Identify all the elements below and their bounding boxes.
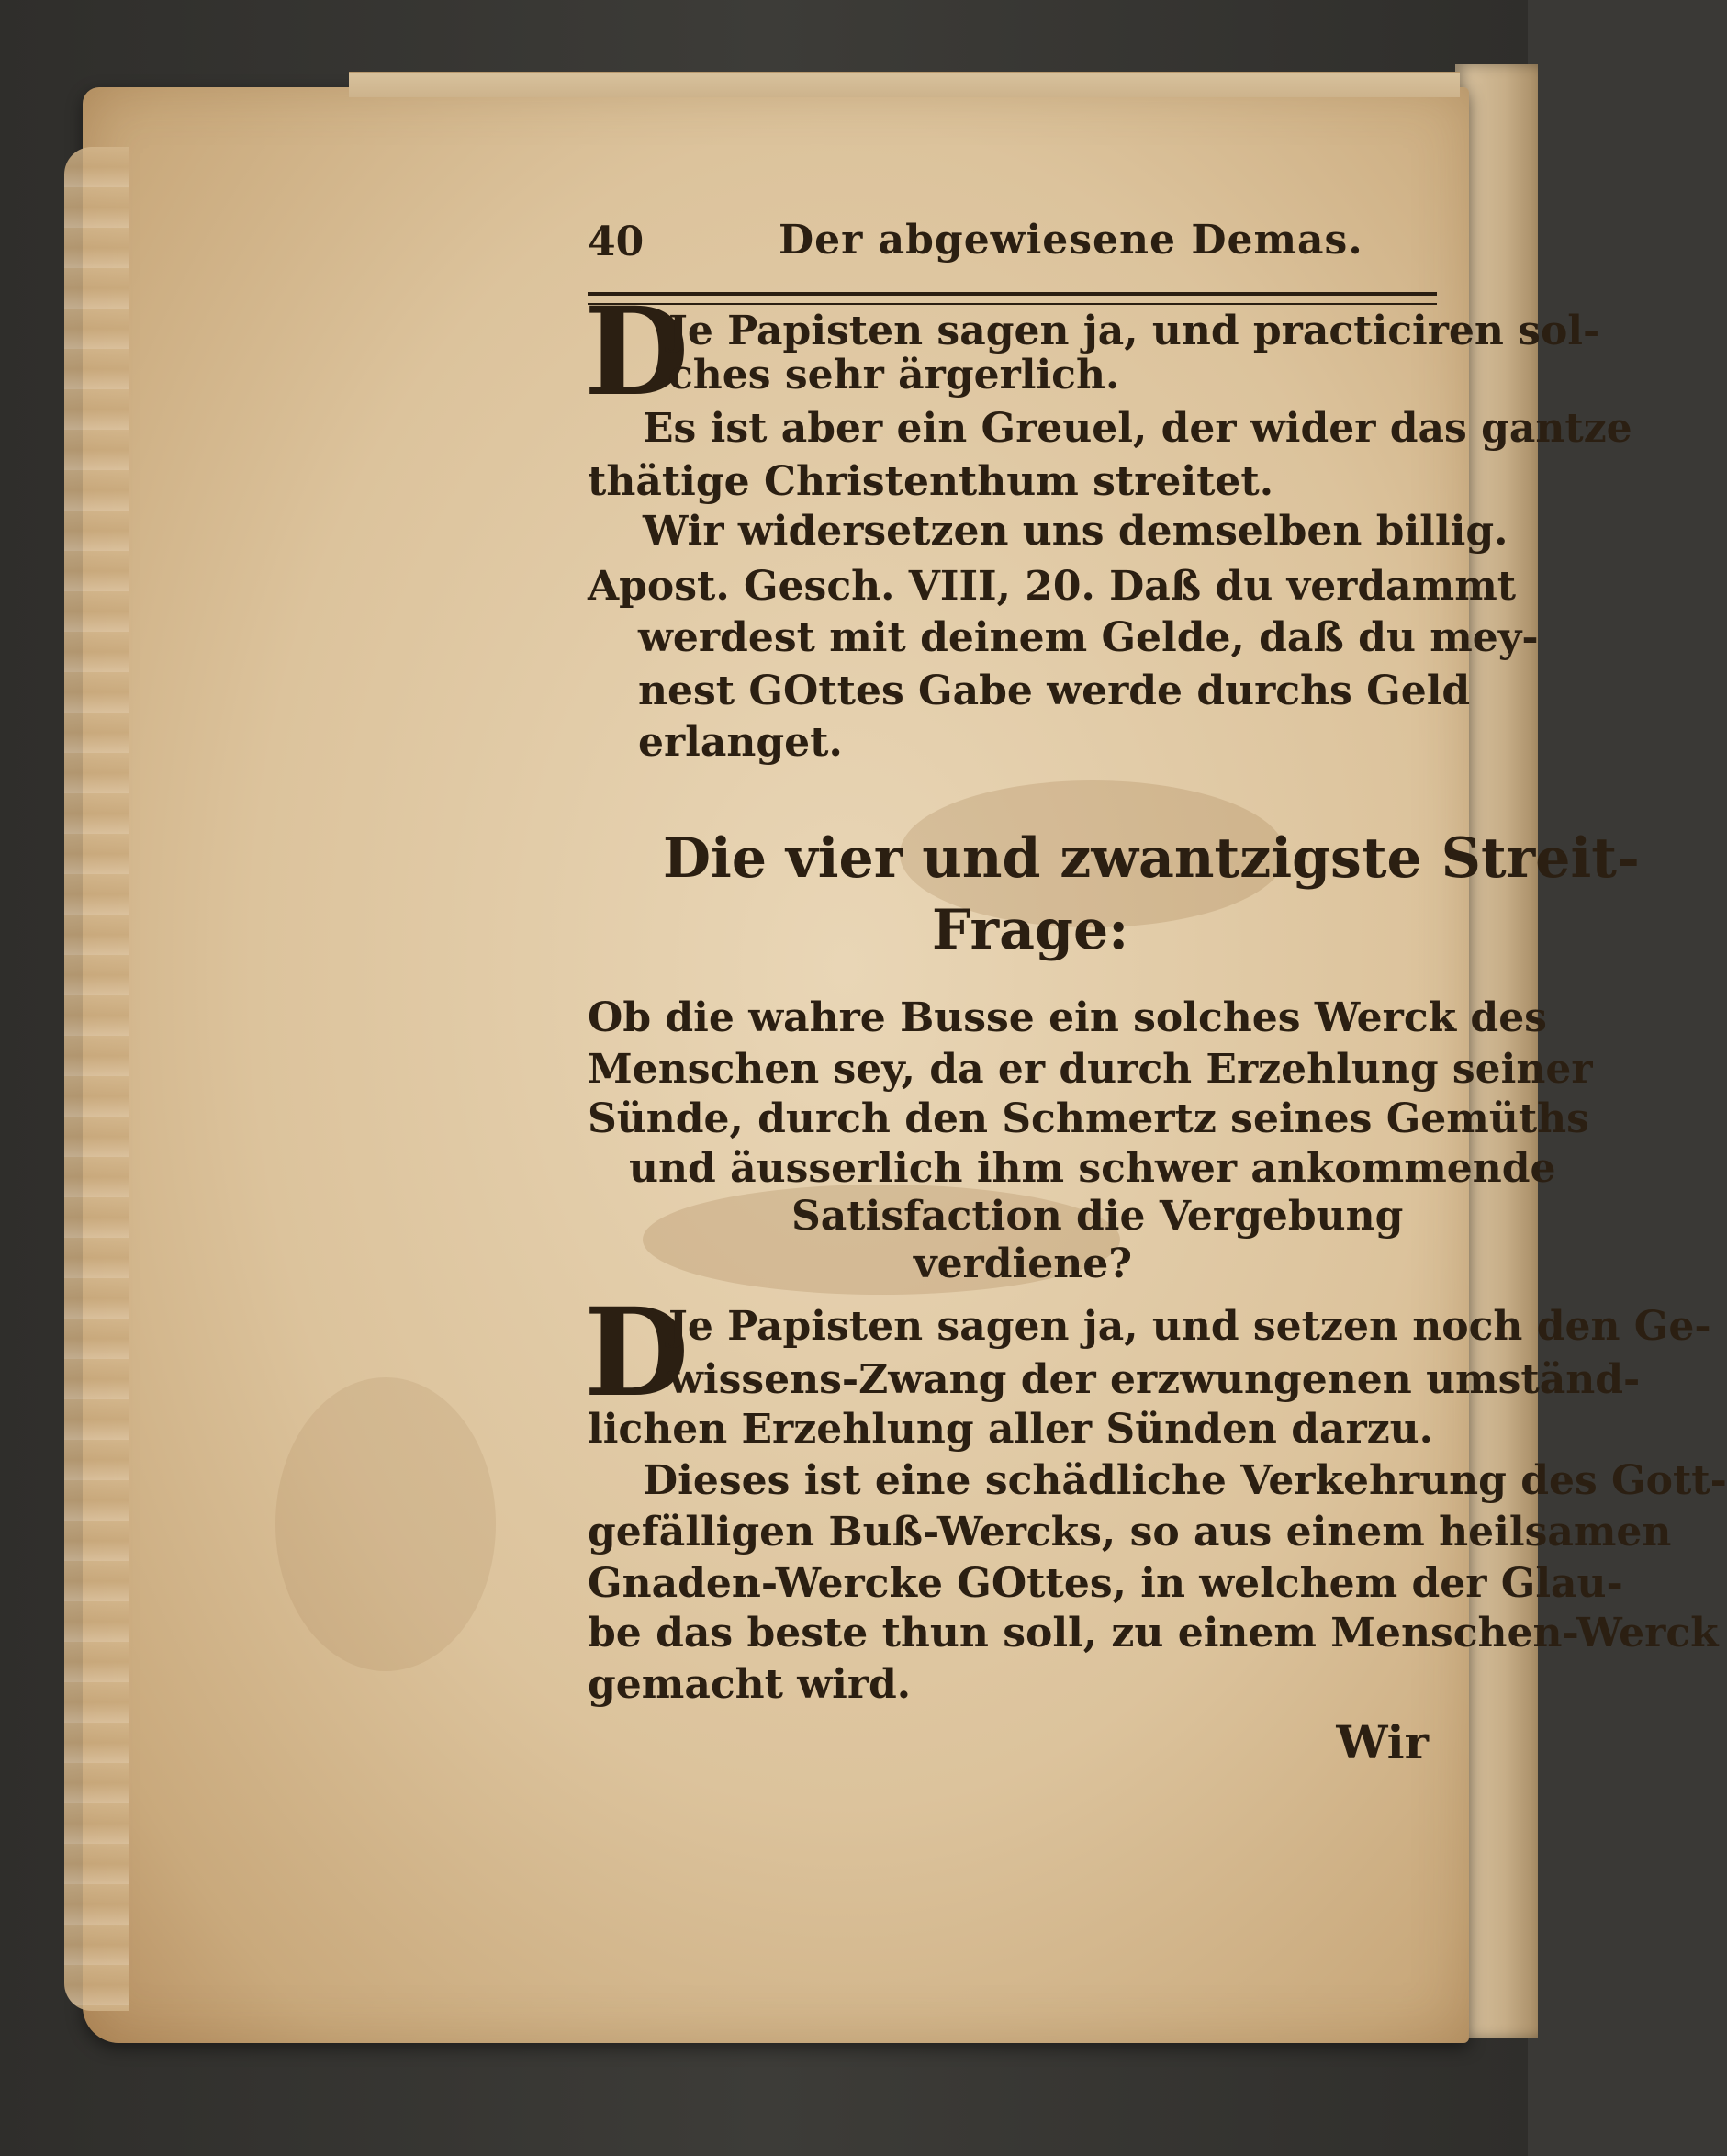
frayed-left-edge [64,147,129,2011]
text-line: ches sehr ärgerlich. [668,352,1120,399]
text-line: erlanget. [638,719,843,766]
text-line: werdest mit deinem Gelde, daß du mey- [638,614,1539,661]
paper-stain [275,1377,496,1671]
text-line: Es ist aber ein Greuel, der wider das gantze [643,405,1632,452]
question-line: Menschen sey, da er durch Erzehlung seiner [588,1046,1593,1093]
running-title: Der abgewiesene Demas. [779,217,1363,264]
page-top-edge [349,72,1460,97]
section-heading: Frage: [932,898,1129,962]
text-line: gemacht wird. [588,1661,912,1708]
question-line: verdiene? [914,1241,1132,1287]
header-rule-thin [588,303,1437,305]
text-line: Je Papisten sagen ja, und setzen noch den Ge- [668,1303,1711,1350]
text-line: thätige Christenthum streitet. [588,458,1274,505]
page-number: 40 [588,219,645,265]
text-line: Je Papisten sagen ja, und practiciren sol- [668,308,1600,354]
question-line: Sünde, durch den Schmertz seines Gemüths [588,1095,1589,1142]
text-line: gefälligen Buß-Wercks, so aus einem heilsamen [588,1509,1672,1555]
text-line: nest GOttes Gabe werde durchs Geld [638,668,1471,714]
text-line: wissens-Zwang der erzwungenen umständ- [668,1356,1641,1403]
text-line: be das beste thun soll, zu einem Menschen-Werck [588,1610,1719,1656]
section-heading: Die vier und zwantzigste Streit- [663,826,1640,891]
text-line: Wir widersetzen uns demselben billig. [643,508,1508,555]
text-line: Dieses ist eine schädliche Verkehrung des Gott- [643,1457,1727,1504]
question-line: und äusserlich ihm schwer ankommende [629,1145,1556,1192]
question-line: Satisfaction die Vergebung [791,1193,1404,1240]
question-line: Ob die wahre Busse ein solches Werck des [588,994,1547,1041]
header-rule [588,292,1437,296]
text-line: lichen Erzehlung aller Sünden darzu. [588,1406,1433,1453]
text-line: Gnaden-Wercke GOttes, in welchem der Glau- [588,1560,1623,1607]
text-line: Apost. Gesch. VIII, 20. Daß du verdammt [588,563,1517,610]
drop-cap: D [584,281,690,423]
drop-cap: D [584,1282,690,1424]
catchword: Wir [1336,1715,1429,1769]
